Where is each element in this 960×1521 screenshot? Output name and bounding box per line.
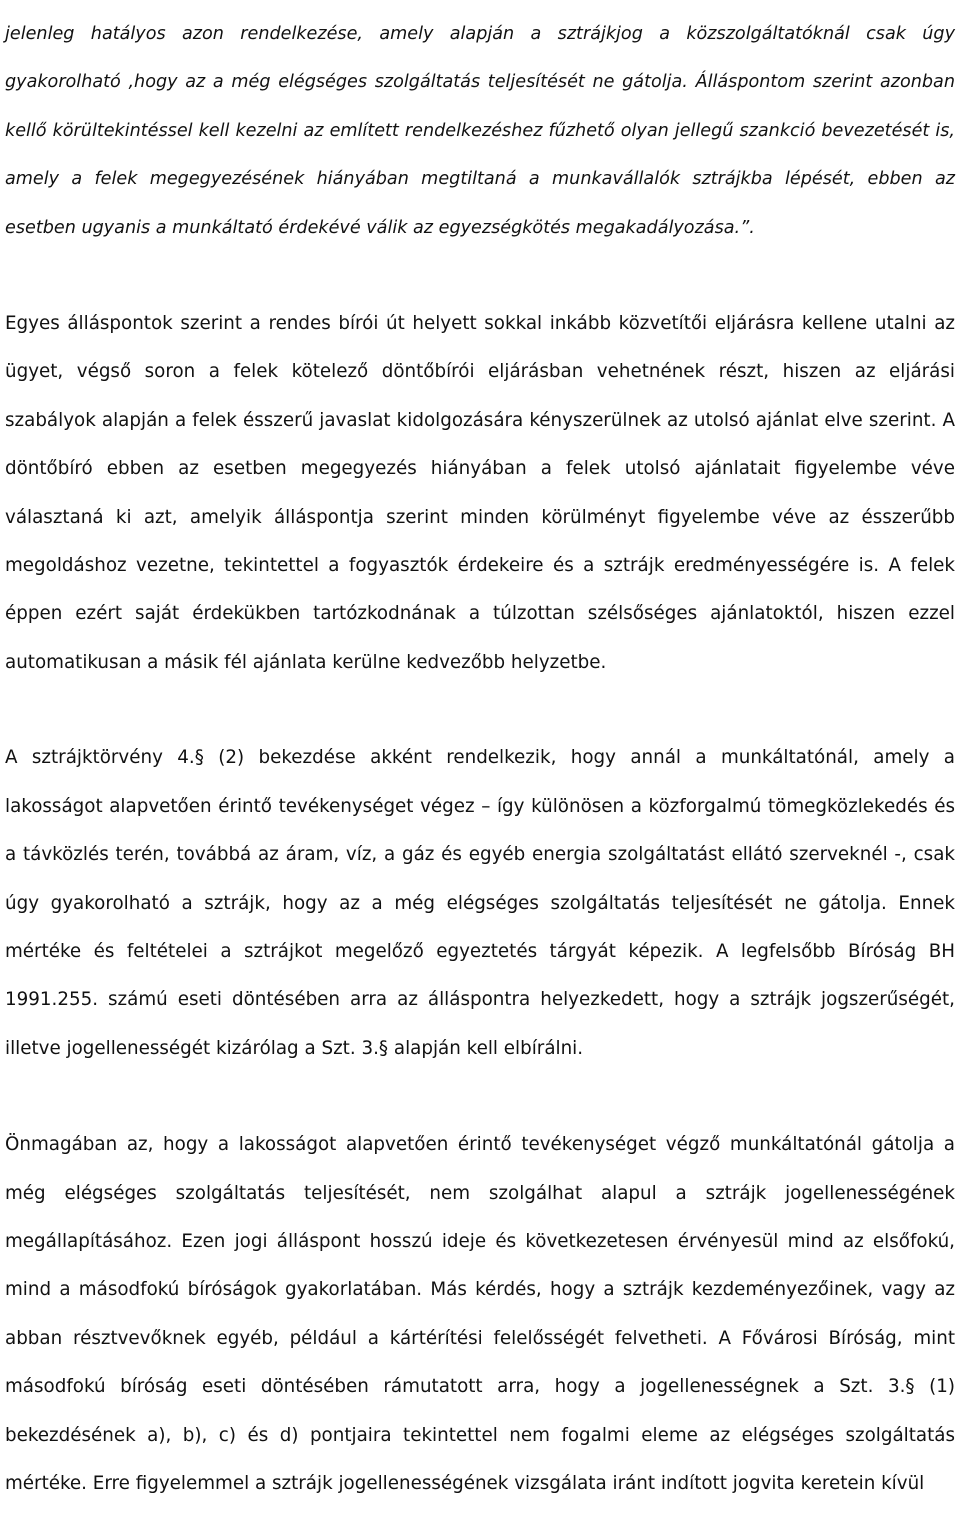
strike-law-paragraph: A sztrájktörvény 4.§ (2) bekezdése akként rendelkezik, hogy annál a munkáltatónál, amely a lakosságot alapvetően érintő tevékenységet végez – így különösen a közforgalmú tömegközlekedés és a távközlés terén, továbbá az áram, víz, a gáz és egyéb energia szolgáltatást ellátó szerveknél -, csak úgy gyakorolható a sztrájk, hogy az a még elégséges szolgáltatás teljesítését ne gátolja. Ennek mértéke és feltételei a sztrájkot megelőző egyeztetés tárgyát képezik. A legfelsőbb Bíróság BH 1991.255. számú eseti döntésében arra az álláspontra helyezkedett, hogy a sztrájk jogszerűségét, illetve jogellenességét kizárólag a Szt. 3.§ alapján kell elbírálni. bbox=[5, 747, 955, 1059]
mediation-paragraph: Egyes álláspontok szerint a rendes bírói út helyett sokkal inkább közvetítői eljárásra kellene utalni az ügyet, végső soron a felek kötelező döntőbírói eljárásban vehetnének részt, hiszen az eljárási szabályok alapján a felek ésszerű javaslat kidolgozására kényszerülnek az utolsó ajánlat elve szerint. A döntőbíró ebben az esetben megegyezés hiányában a felek utolsó ajánlatait figyelembe véve választaná ki azt, amelyik álláspontja szerint minden körülményt figyelembe véve az ésszerűbb megoldáshoz vezetne, tekintettel a fogyasztók érdekeire és a sztrájk eredményességére is. A felek éppen ezért saját érdekükben tartózkodnának a túlzottan szélsőséges ajánlatoktól, hiszen ezzel automatikusan a másik fél ajánlata kerülne kedvezőbb helyzetbe. bbox=[5, 313, 955, 673]
document-page bbox=[5, 0, 955, 1508]
quoted-opinion-paragraph: jelenleg hatályos azon rendelkezése, amely alapján a sztrájkjog a közszolgáltatóknál csak úgy gyakorolható ,hogy az a még elégséges szolgáltatás teljesítését ne gátolja. Álláspontom szerint azonban kellő körültekintéssel kell kezelni az említett rendelkezéshez fűzhető olyan jellegű szankció bevezetését is, amely a felek megegyezésének hiányában megtiltaná a munkavállalók sztrájkba lépését, ebben az esetben ugyanis a munkáltató érdekévé válik az egyezségkötés megakadályozása.”. bbox=[5, 24, 955, 238]
court-practice-paragraph: Önmagában az, hogy a lakosságot alapvetően érintő tevékenységet végző munkáltatónál gátolja a még elégséges szolgáltatás teljesítését, nem szolgálhat alapul a sztrájk jogellenességének megállapításához. Ezen jogi álláspont hosszú ideje és következetesen érvényesül mind az elsőfokú, mind a másodfokú bíróságok gyakorlatában. Más kérdés, hogy a sztrájk kezdeményezőinek, vagy az abban résztvevőknek egyéb, például a kártérítési felelősségét felvetheti. A Fővárosi Bíróság, mint másodfokú bíróság eseti döntésében rámutatott arra, hogy a jogellenességnek a Szt. 3.§ (1) bekezdésének a), b), c) és d) pontjaira tekintettel nem fogalmi eleme az elégséges szolgáltatás mértéke. Erre figyelemmel a sztrájk jogellenességének vizsgálata iránt indított jogvita keretein kívül bbox=[5, 1134, 955, 1494]
